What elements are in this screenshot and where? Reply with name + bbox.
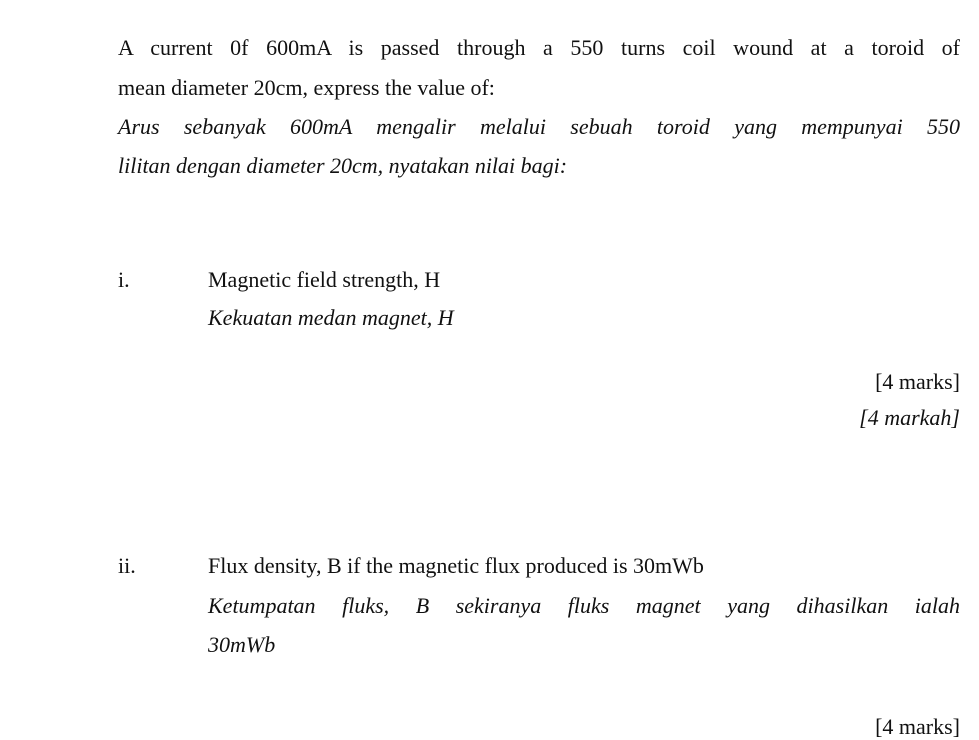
item-number: ii. (118, 553, 136, 578)
item-english-text: Magnetic field strength, H (208, 267, 441, 292)
intro-english-line-2: mean diameter 20cm, express the value of: (118, 75, 495, 100)
intro-malay-line-2: lilitan dengan diameter 20cm, nyatakan nilai bagi: (118, 153, 568, 178)
item-number: i. (118, 267, 130, 292)
item-malay-line-1: Ketumpatan fluks, B sekiranya fluks magnet yang dihasilkan ialah (208, 593, 960, 618)
item-malay-text: Kekuatan medan magnet, H (208, 305, 454, 330)
item-malay-line-2: 30mWb (208, 632, 276, 657)
marks-malay: [4 markah] (859, 405, 960, 430)
marks-english: [4 marks] (875, 369, 960, 394)
intro-malay-line-1: Arus sebanyak 600mA mengalir melalui sebuah toroid yang mempunyai 550 (118, 114, 960, 139)
marks-english: [4 marks] (875, 714, 960, 739)
item-english-text: Flux density, B if the magnetic flux produced is 30mWb (208, 553, 704, 578)
intro-english-line-1: A current 0f 600mA is passed through a 550 turns coil wound at a toroid of (118, 35, 960, 60)
